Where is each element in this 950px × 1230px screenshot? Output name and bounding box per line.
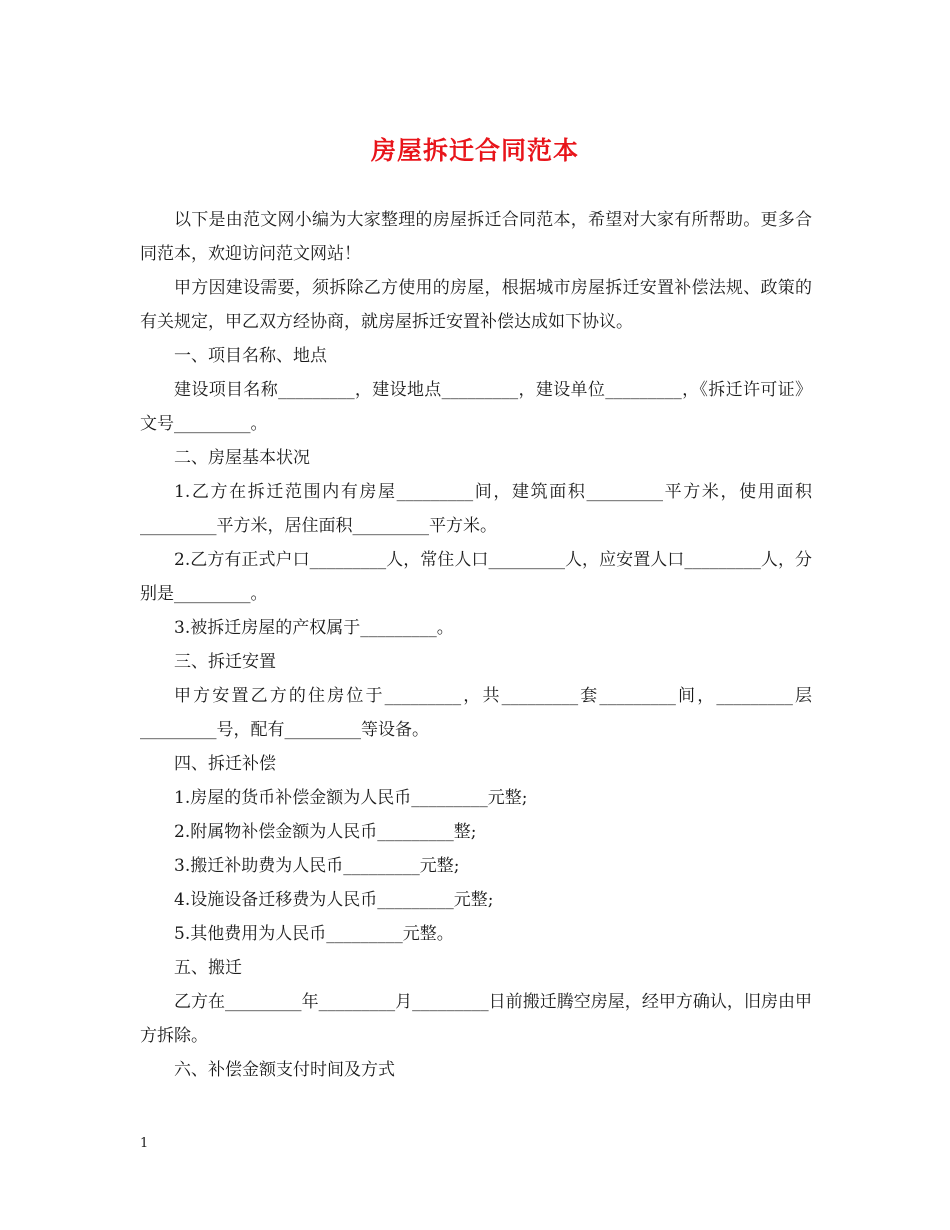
paragraph: 甲方因建设需要，须拆除乙方使用的房屋，根据城市房屋拆迁安置补偿法规、政策的有关规定，甲乙双方经协商，就房屋拆迁安置补偿达成如下协议。 (140, 278, 812, 332)
paragraph: 以下是由范文网小编为大家整理的房屋拆迁合同范本，希望对大家有所帮助。更多合同范本，欢迎访问范文网站！ (140, 210, 812, 264)
section-heading: 五、搬迁 (174, 958, 242, 978)
paragraph: 乙方在_________年_________月_________日前搬迁腾空房屋，经甲方确认，旧房由甲方拆除。 (140, 992, 812, 1046)
paragraph: 建设项目名称_________，建设地点_________，建设单位_________，《拆迁许可证》文号_________。 (140, 380, 812, 434)
paragraph: 1.乙方在拆迁范围内有房屋_________间，建筑面积_________平方米，使用面积_________平方米，居住面积_________平方米。 (140, 482, 812, 536)
paragraph: 1.房屋的货币补偿金额为人民币_________元整; (174, 788, 528, 808)
paragraph: 3.被拆迁房屋的产权属于_________。 (174, 618, 454, 638)
section-heading: 三、拆迁安置 (174, 652, 276, 672)
document-body (140, 203, 812, 1087)
paragraph: 2.附属物补偿金额为人民币_________整; (174, 822, 477, 842)
page-number: 1 (140, 1136, 149, 1151)
paragraph: 甲方安置乙方的住房位于_________，共_________套_________间，_________层_________号，配有_________等设备。 (140, 686, 812, 740)
paragraph: 3.搬迁补助费为人民币_________元整; (174, 856, 460, 876)
section-heading: 一、项目名称、地点 (174, 346, 327, 366)
paragraph: 4.设施设备迁移费为人民币_________元整; (174, 890, 494, 910)
section-heading: 四、拆迁补偿 (174, 754, 276, 774)
paragraph: 2.乙方有正式户口_________人，常住人口_________人，应安置人口_________人，分别是_________。 (140, 550, 812, 604)
section-heading: 六、补偿金额支付时间及方式 (174, 1060, 395, 1080)
section-heading: 二、房屋基本状况 (174, 448, 310, 468)
paragraph: 5.其他费用为人民币_________元整。 (174, 924, 454, 944)
document-title: 房屋拆迁合同范本 (370, 136, 579, 165)
